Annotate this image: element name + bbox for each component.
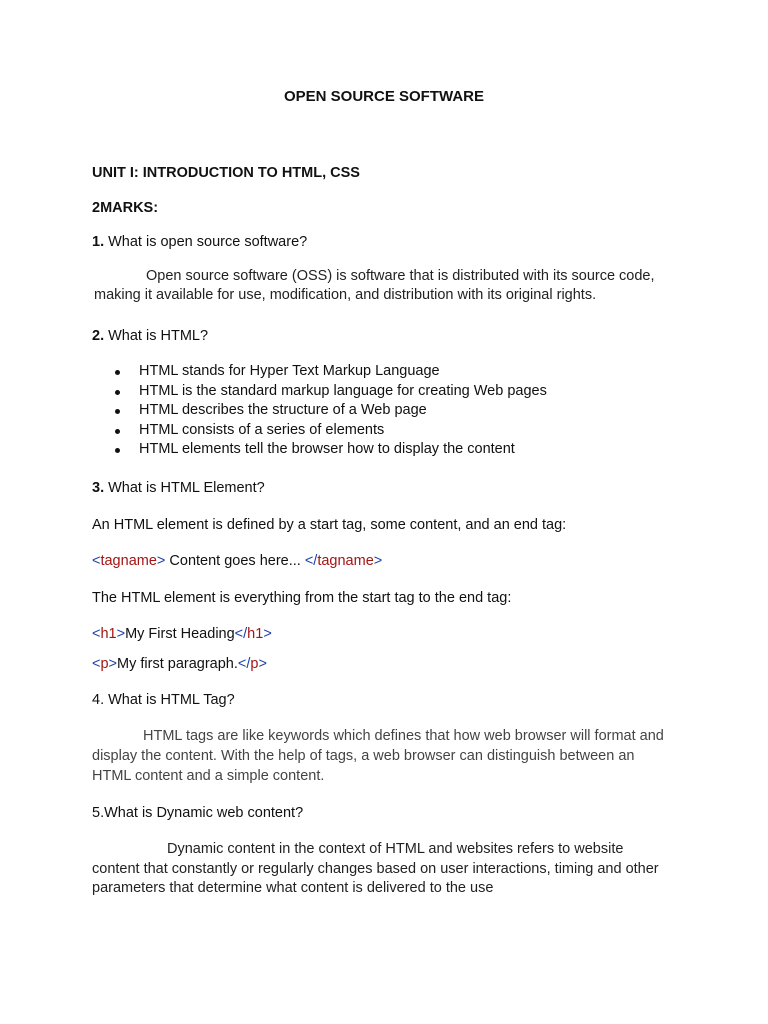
tag-bracket: < [92, 626, 101, 642]
tag-bracket: < [92, 656, 101, 672]
list-item: HTML is the standard markup language for creating Web pages [139, 382, 547, 402]
tag-name: h1 [247, 626, 264, 642]
question-text: What is open source software? [104, 234, 308, 250]
answer-4-line-3: HTML content and a simple content. [92, 768, 325, 784]
tag-content: My First Heading [125, 626, 235, 642]
tag-bracket: > [156, 553, 166, 569]
answer-1-line-2: making it available for use, modification, and distribution with its original rights. [94, 287, 597, 303]
html-bullet-list [92, 362, 547, 460]
question-text: What is HTML? [104, 328, 209, 344]
tag-bracket: > [373, 553, 383, 569]
question-number: 3. [92, 480, 105, 496]
question-3 [92, 480, 265, 496]
tag-name: p [100, 656, 109, 672]
tag-name: tagname [317, 553, 374, 569]
tag-name: tagname [100, 553, 157, 569]
answer-4-line-2: display the content. With the help of tags, a web browser can distinguish between an [92, 748, 635, 764]
question-5: 5.What is Dynamic web content? [92, 805, 304, 821]
tag-bracket: > [258, 656, 267, 672]
element-everything: The HTML element is everything from the start tag to the end tag: [92, 590, 512, 606]
unit-heading: UNIT I: INTRODUCTION TO HTML, CSS [92, 165, 360, 181]
element-syntax [92, 553, 382, 569]
question-4: 4. What is HTML Tag? [92, 692, 235, 708]
tag-bracket: </ [304, 553, 318, 569]
tag-content: Content goes here... [165, 553, 305, 569]
tag-bracket: </ [234, 626, 248, 642]
list-item: HTML elements tell the browser how to display the content [139, 440, 547, 460]
question-text: What is HTML Element? [104, 480, 265, 496]
document-title: OPEN SOURCE SOFTWARE [283, 88, 485, 105]
example-paragraph [92, 656, 267, 672]
question-2 [92, 328, 208, 344]
answer-5-line-3: parameters that determine what content is delivered to the use [92, 880, 494, 896]
tag-name: p [250, 656, 259, 672]
tag-bracket: > [116, 626, 126, 642]
example-heading [92, 626, 272, 642]
tag-bracket: </ [237, 656, 251, 672]
tag-bracket: > [108, 656, 118, 672]
question-number: 1. [92, 234, 105, 250]
question-number: 2. [92, 328, 105, 344]
list-item: HTML stands for Hyper Text Markup Language [139, 362, 547, 382]
list-item: HTML describes the structure of a Web page [139, 401, 547, 421]
tag-bracket: < [92, 553, 101, 569]
element-definition: An HTML element is defined by a start tag, some content, and an end tag: [92, 517, 567, 533]
answer-4-line-1: HTML tags are like keywords which defines that how web browser will format and [143, 728, 664, 744]
marks-heading: 2MARKS: [92, 200, 159, 216]
answer-1-line-1: Open source software (OSS) is software that is distributed with its source code, [146, 268, 655, 284]
answer-5-line-1: Dynamic content in the context of HTML and websites refers to website [167, 841, 624, 857]
answer-5-line-2: content that constantly or regularly changes based on user interactions, timing and other [92, 861, 659, 877]
tag-bracket: > [263, 626, 272, 642]
tag-name: h1 [100, 626, 117, 642]
question-1 [92, 234, 307, 250]
list-item: HTML consists of a series of elements [139, 421, 547, 441]
tag-content: My first paragraph. [117, 656, 238, 672]
